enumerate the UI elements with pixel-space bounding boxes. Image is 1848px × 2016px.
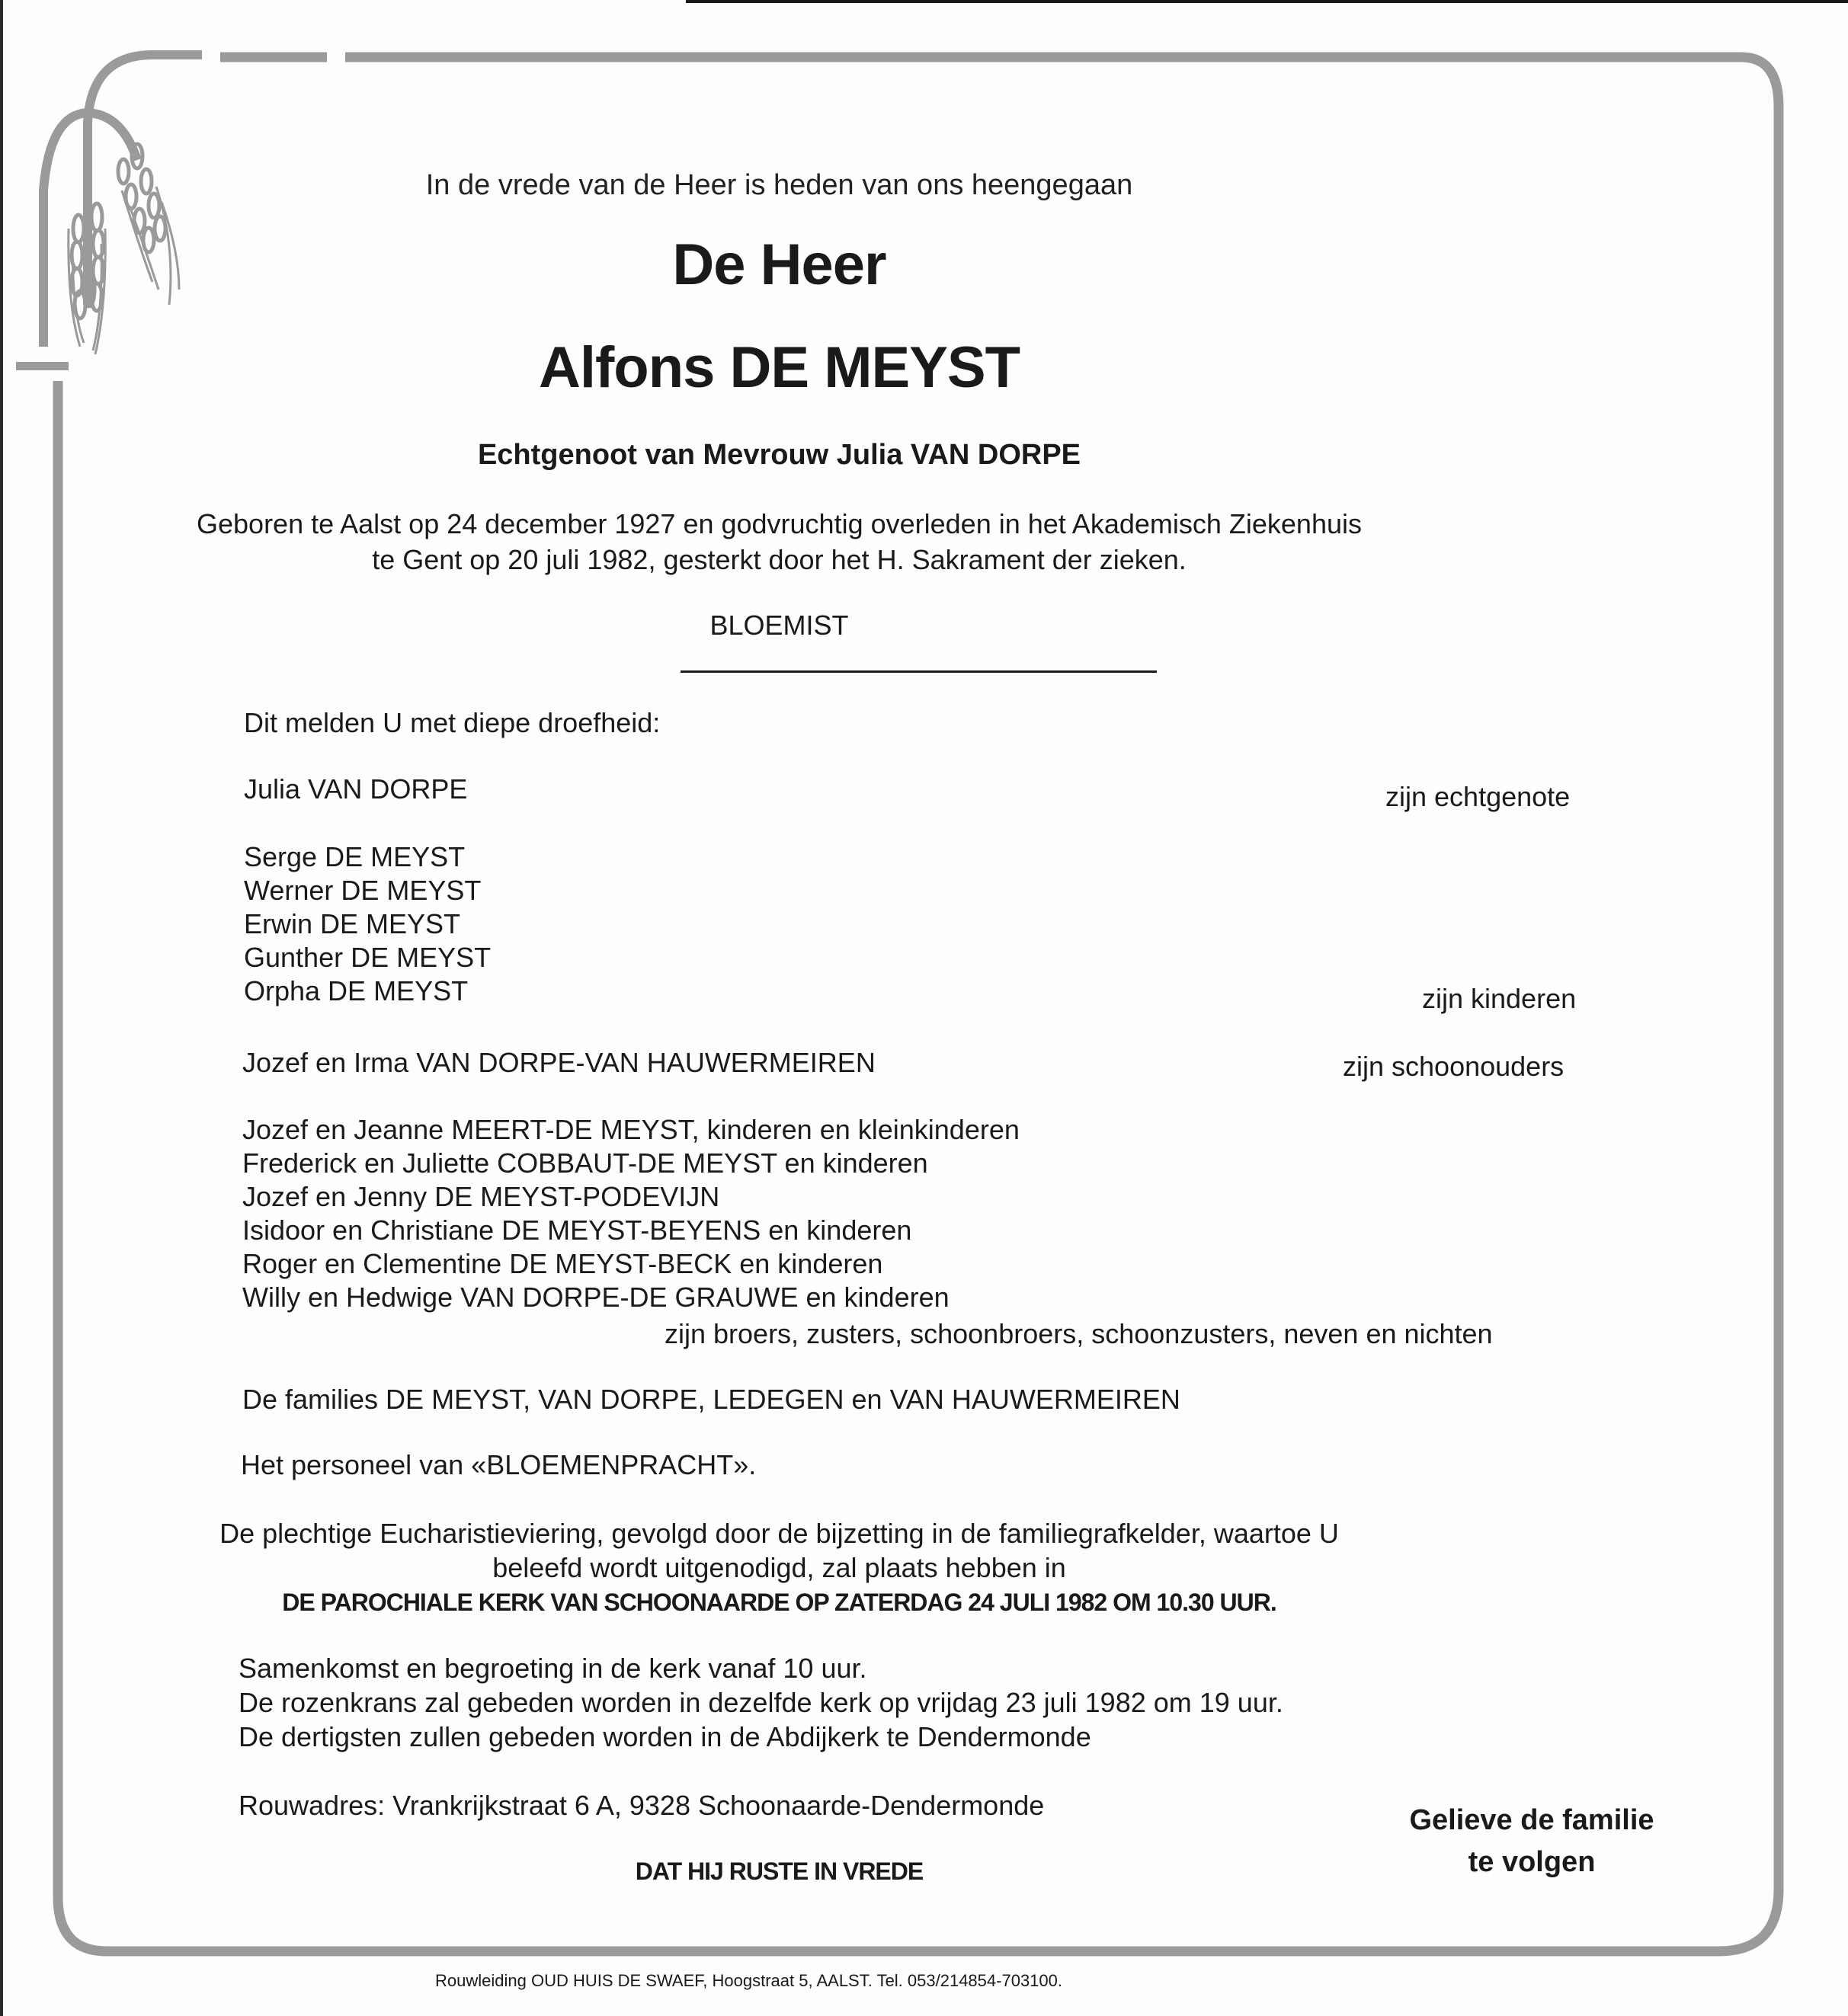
frame-corner-bottom-right bbox=[1718, 1890, 1779, 1951]
spouse-line: Echtgenoot van Mevrouw Julia VAN DORPE bbox=[477, 439, 1081, 471]
follow-family-line-2: te volgen bbox=[1468, 1846, 1596, 1878]
frame-corner-bottom-left bbox=[58, 1897, 107, 1951]
families-line: De families DE MEYST, VAN DORPE, LEDEGEN en VAN HAUWERMEIREN bbox=[242, 1384, 1180, 1415]
sibling-entry: Frederick en Juliette COBBAUT-DE MEYST en kinderen bbox=[242, 1147, 928, 1179]
title-line: De Heer bbox=[672, 232, 886, 297]
divider bbox=[681, 670, 1157, 673]
service-line-1: De plechtige Eucharistieviering, gevolgd door de bijzetting in de familiegrafkelder, waartoe U bbox=[219, 1518, 1339, 1549]
detail-line: De rozenkrans zal gebeden worden in dezelfde kerk op vrijdag 23 juli 1982 om 19 uur. bbox=[239, 1687, 1283, 1718]
birth-death-line-2: te Gent op 20 juli 1982, gesterkt door het H. Sakrament der zieken. bbox=[372, 544, 1187, 575]
spouse-relation: zijn echtgenote bbox=[1385, 781, 1571, 812]
detail-line: Samenkomst en begroeting in de kerk vanaf 10 uur. bbox=[239, 1653, 867, 1684]
spouse-name: Julia VAN DORPE bbox=[244, 773, 468, 805]
sibling-entry: Isidoor en Christiane DE MEYST-BEYENS en kinderen bbox=[242, 1214, 912, 1246]
wheat-ears-and-cross-icon bbox=[16, 55, 202, 370]
sibling-entry: Willy en Hedwige VAN DORPE-DE GRAUWE en kinderen bbox=[242, 1282, 950, 1313]
detail-line: De dertigsten zullen gebeden worden in de Abdijkerk te Dendermonde bbox=[239, 1721, 1091, 1752]
child-name: Serge DE MEYST bbox=[244, 841, 466, 872]
profession: BLOEMIST bbox=[709, 610, 849, 641]
sibling-entry: Jozef en Jenny DE MEYST-PODEVIJN bbox=[242, 1181, 720, 1212]
child-name: Orpha DE MEYST bbox=[244, 975, 469, 1006]
in-laws-relation: zijn schoonouders bbox=[1343, 1051, 1565, 1082]
address-line: Rouwadres: Vrankrijkstraat 6 A, 9328 Schoonaarde-Dendermonde bbox=[239, 1790, 1045, 1821]
closing-line: DAT HIJ RUSTE IN VREDE bbox=[635, 1858, 924, 1885]
sibling-entry: Roger en Clementine DE MEYST-BECK en kinderen bbox=[242, 1248, 883, 1279]
service-location: DE PAROCHIALE KERK VAN SCHOONAARDE OP ZATERDAG 24 JULI 1982 OM 10.30 UUR. bbox=[282, 1589, 1276, 1616]
footer-funeral-director: Rouwleiding OUD HUIS DE SWAEF, Hoogstraat 5, AALST. Tel. 053/214854-703100. bbox=[435, 1971, 1062, 1990]
frame-corner-top-right bbox=[1741, 57, 1779, 107]
follow-family-line-1: Gelieve de familie bbox=[1409, 1804, 1654, 1836]
sibling-entry: Jozef en Jeanne MEERT-DE MEYST, kinderen en kleinkinderen bbox=[242, 1114, 1020, 1145]
intro-text: In de vrede van de Heer is heden van ons heengegaan bbox=[425, 169, 1133, 201]
service-line-2: beleefd wordt uitgenodigd, zal plaats hebben in bbox=[492, 1552, 1066, 1583]
in-laws-name: Jozef en Irma VAN DORPE-VAN HAUWERMEIREN bbox=[242, 1047, 876, 1078]
staff-line: Het personeel van «BLOEMENPRACHT». bbox=[241, 1449, 757, 1480]
birth-death-line-1: Geboren te Aalst op 24 december 1927 en godvruchtig overleden in het Akademisch Ziekenhuis bbox=[197, 508, 1362, 539]
child-name: Werner DE MEYST bbox=[244, 875, 482, 906]
child-name: Gunther DE MEYST bbox=[244, 942, 492, 973]
siblings-relation: zijn broers, zusters, schoonbroers, schoonzusters, neven en nichten bbox=[665, 1318, 1493, 1349]
deceased-name: Alfons DE MEYST bbox=[538, 335, 1020, 400]
children-relation: zijn kinderen bbox=[1422, 983, 1577, 1014]
announce-intro: Dit melden U met diepe droefheid: bbox=[244, 707, 661, 738]
child-name: Erwin DE MEYST bbox=[244, 908, 461, 939]
